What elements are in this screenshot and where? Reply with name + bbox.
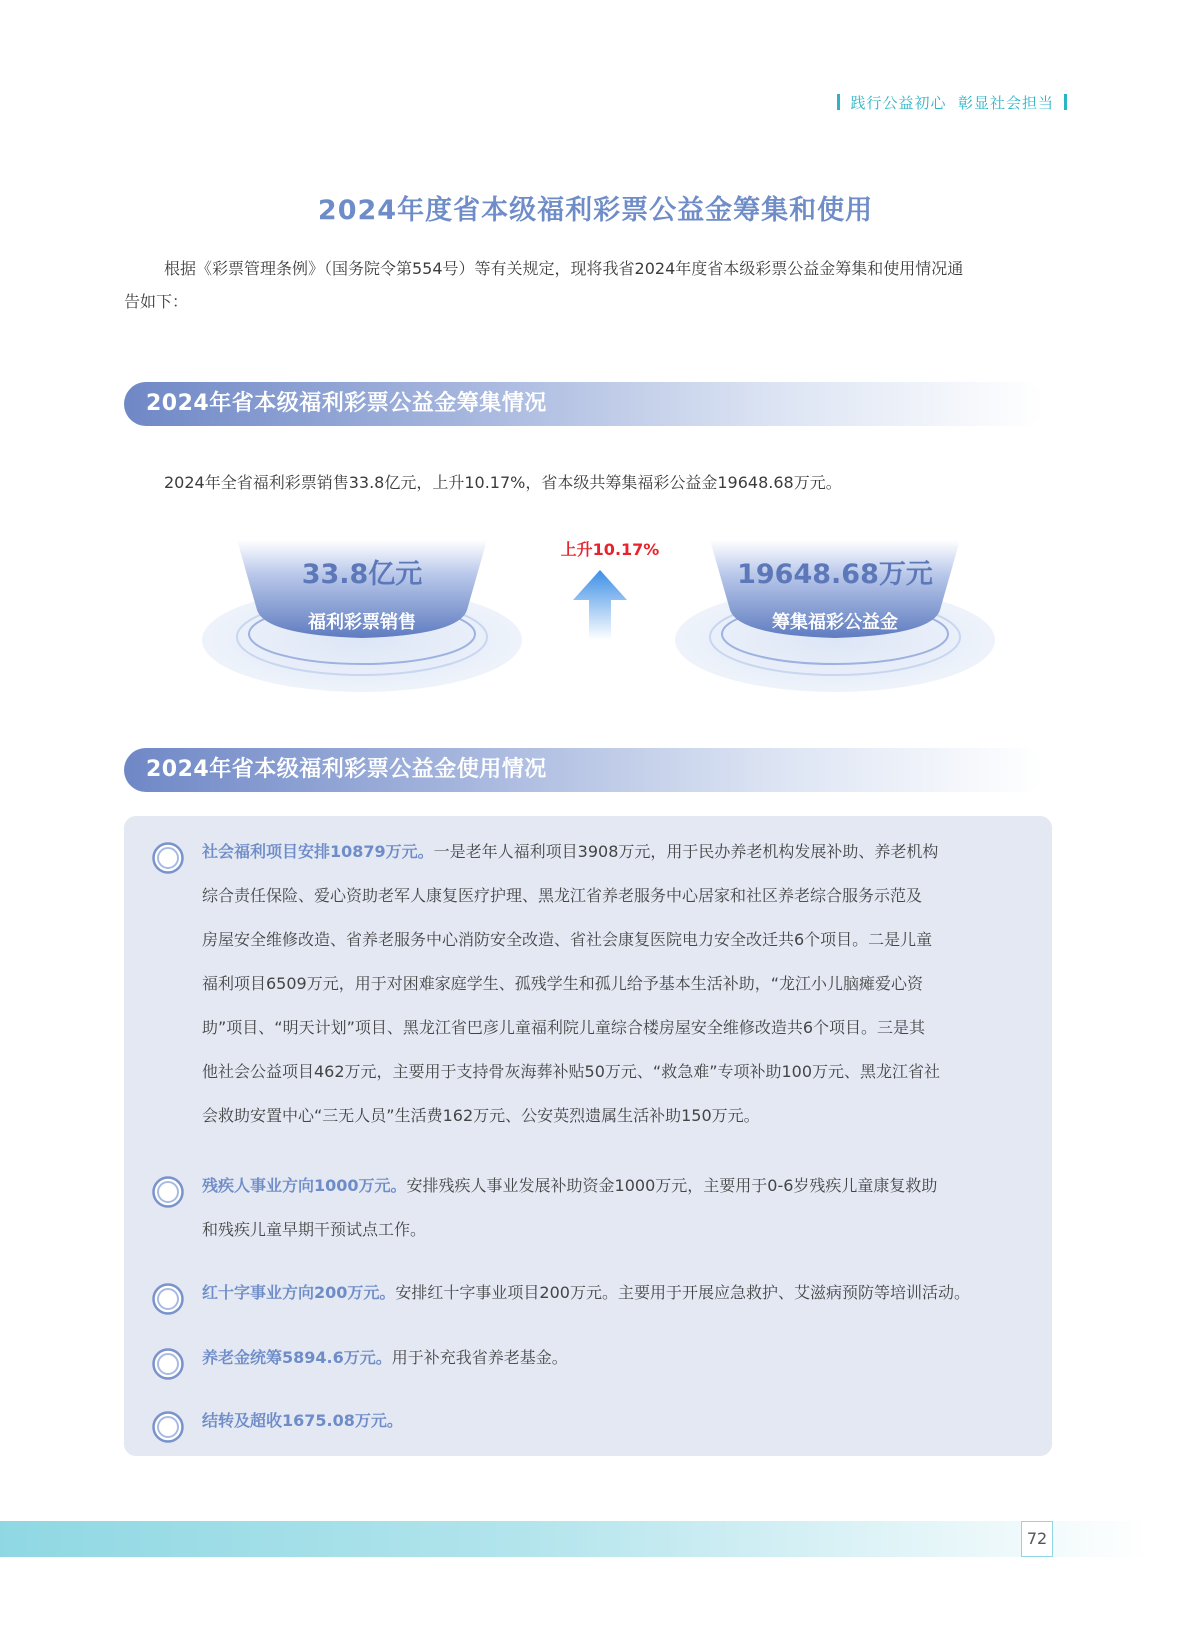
- usage-item-head: 结转及超收1675.08万元。: [202, 1411, 403, 1430]
- page-number: 72: [1021, 1521, 1053, 1557]
- usage-line: 会救助安置中心“三无人员”生活费162万元、公安英烈遗属生活补助150万元。: [202, 1106, 760, 1125]
- usage-line: 助”项目、“明天计划”项目、黑龙江省巴彦儿童福利院儿童综合楼房屋安全维修改造共6个项目。三是其: [202, 1018, 926, 1037]
- header-tag-text: 践行公益初心 彰显社会担当: [850, 93, 1054, 112]
- usage-line: 综合责任保险、爱心资助老军人康复医疗护理、黑龙江省养老服务中心居家和社区养老综合服务示范及: [202, 886, 923, 905]
- usage-line: 安排红十字事业项目200万元。主要用于开展应急救护、艾滋病预防等培训活动。: [395, 1283, 970, 1302]
- usage-item-head: 红十字事业方向200万元。: [202, 1283, 396, 1302]
- header-tag: [837, 92, 1067, 112]
- usage-line: 用于补充我省养老基金。: [391, 1348, 568, 1367]
- intro-paragraph: [124, 252, 1068, 318]
- funds-value: 19648.68万元: [737, 559, 933, 590]
- section-heading-usage: 2024年省本级福利彩票公益金使用情况: [124, 748, 1044, 792]
- usage-line: 一是老年人福利项目3908万元，用于民办养老机构发展补助、养老机构: [433, 842, 939, 861]
- sales-label: 福利彩票销售: [308, 612, 416, 633]
- header-bar-right: [1064, 94, 1067, 110]
- stat-funds: [670, 540, 1000, 700]
- funds-label: 筹集福彩公益金: [772, 612, 898, 633]
- usage-item-text: [202, 1164, 1022, 1252]
- usage-item-text: [202, 830, 1022, 1138]
- intro-line-2: 告如下：: [124, 292, 189, 311]
- collection-summary-text: 2024年全省福利彩票销售33.8亿元，上升10.17%，省本级共筹集福彩公益金19648.68万元。: [164, 473, 842, 492]
- footer-band: [0, 1521, 1150, 1557]
- section-heading-collection: 2024年省本级福利彩票公益金筹集情况: [124, 382, 1044, 426]
- usage-line: 安排残疾人事业发展补助资金1000万元，主要用于0-6岁残疾儿童康复救助: [406, 1176, 938, 1195]
- usage-box: [124, 816, 1052, 1456]
- usage-item-head: 残疾人事业方向1000万元。: [202, 1176, 407, 1195]
- ring-bullet-icon: [152, 842, 184, 874]
- ring-bullet-icon: [152, 1176, 184, 1208]
- rise-label: 上升10.17%: [560, 540, 660, 559]
- stat-sales: [197, 540, 527, 700]
- ring-bullet-icon: [152, 1411, 184, 1443]
- usage-line: 福利项目6509万元，用于对困难家庭学生、孤残学生和孤儿给予基本生活补助，“龙江小儿脑瘫爱心资: [202, 974, 924, 993]
- usage-item-head: 养老金统筹5894.6万元。: [202, 1348, 392, 1367]
- usage-line: 房屋安全维修改造、省养老服务中心消防安全改造、省社会康复医院电力安全改迁共6个项目。二是儿童: [202, 930, 933, 949]
- usage-item-text: [202, 1399, 1022, 1443]
- up-arrow-icon: [573, 570, 627, 640]
- usage-line: 他社会公益项目462万元，主要用于支持骨灰海葬补贴50万元、“救急难”专项补助100万元、黑龙江省社: [202, 1062, 941, 1081]
- usage-item-head: 社会福利项目安排10879万元。: [202, 842, 434, 861]
- usage-line: 和残疾儿童早期干预试点工作。: [202, 1220, 427, 1239]
- header-bar-left: [837, 94, 840, 110]
- sales-value: 33.8亿元: [301, 559, 423, 590]
- usage-item-text: [202, 1336, 1022, 1380]
- intro-line-1: 根据《彩票管理条例》（国务院令第554号）等有关规定，现将我省2024年度省本级彩票公益金筹集和使用情况通: [164, 259, 964, 278]
- page-title: 2024年度省本级福利彩票公益金筹集和使用: [317, 195, 874, 226]
- usage-item-text: [202, 1271, 1022, 1315]
- ring-bullet-icon: [152, 1348, 184, 1380]
- collection-summary: [124, 466, 1068, 499]
- ring-bullet-icon: [152, 1283, 184, 1315]
